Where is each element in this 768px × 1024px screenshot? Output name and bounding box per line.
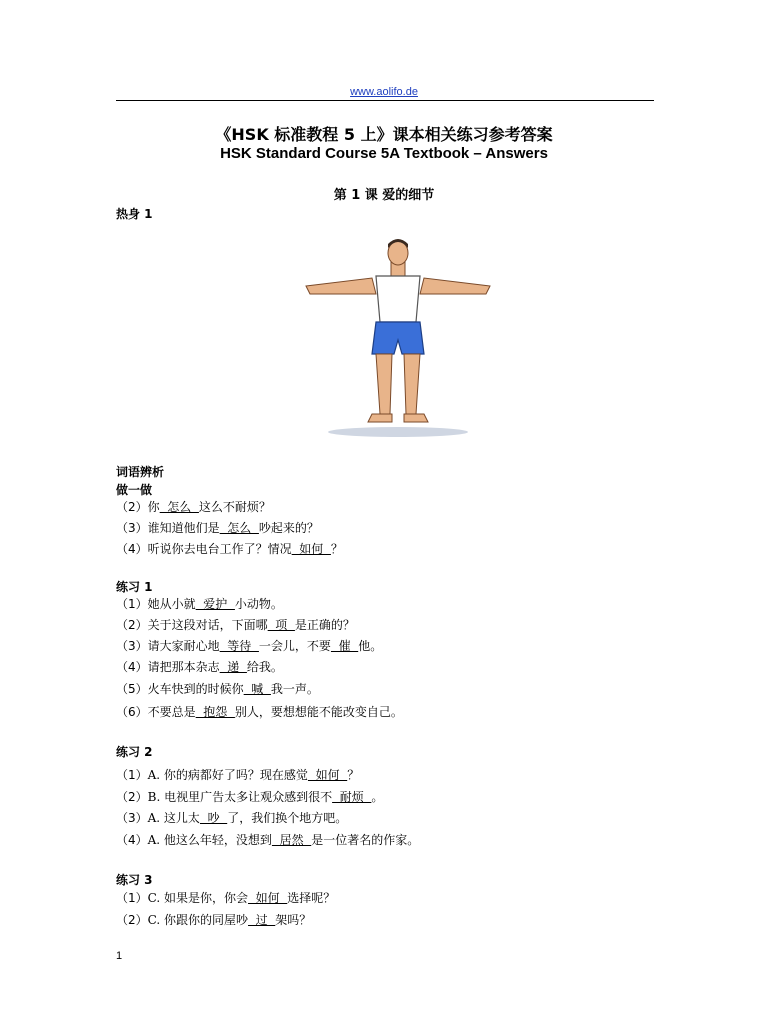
item-number: （4） [116, 833, 148, 847]
prompt-text: B. 电视里广告太多让观众感到很不 [147, 790, 333, 804]
prompt-text: 一会儿，不要 [258, 639, 331, 653]
document-title-english: HSK Standard Course 5A Textbook – Answers [220, 145, 548, 162]
answer-blank: 过 [248, 913, 276, 927]
answer-line [116, 498, 271, 515]
answer-blank: 抱怨 [195, 705, 235, 719]
answer-blank: 怎么 [219, 521, 259, 535]
item-number: （3） [116, 811, 148, 825]
prompt-text: 谁知道他们是 [147, 521, 220, 535]
prompt-text: C. 你跟你的同屋吵 [147, 913, 249, 927]
prompt-text: 。 [371, 790, 384, 804]
section-heading-ciyu: 词语辨析 [116, 465, 165, 479]
item-number: （1） [116, 768, 148, 782]
answer-line [116, 911, 311, 928]
answer-line [116, 809, 347, 826]
item-number: （5） [116, 682, 148, 696]
answer-blank: 喊 [243, 682, 271, 696]
answer-blank: 耐烦 [332, 790, 372, 804]
prompt-text: ？ [347, 768, 360, 782]
answer-blank: 爱护 [195, 597, 235, 611]
item-number: （3） [116, 521, 148, 535]
prompt-text: 架吗？ [275, 913, 312, 927]
prompt-text: 吵起来的？ [258, 521, 319, 535]
prompt-text: 了，我们换个地方吧。 [227, 811, 348, 825]
answer-blank: 如何 [248, 891, 288, 905]
item-number: （2） [116, 618, 148, 632]
prompt-text: A. 他这么年轻，没想到 [147, 833, 272, 847]
answer-blank: 等待 [219, 639, 259, 653]
item-number: （1） [116, 597, 148, 611]
prompt-text: 我一声。 [270, 682, 319, 696]
answer-blank: 项 [267, 618, 295, 632]
item-number: （2） [116, 500, 148, 514]
answer-blank: 怎么 [159, 500, 199, 514]
prompt-text: 不要总是 [147, 705, 196, 719]
answer-line [116, 788, 383, 805]
item-number: （1） [116, 891, 148, 905]
subheading-zuoyizuo: 做一做 [116, 483, 153, 497]
answer-line [116, 540, 343, 557]
prompt-text: 这么不耐烦？ [198, 500, 271, 514]
prompt-text: 选择呢？ [287, 891, 336, 905]
answer-line [116, 831, 419, 848]
item-number: （2） [116, 790, 148, 804]
item-number: （4） [116, 660, 148, 674]
warmup-heading: 热身 1 [116, 207, 153, 221]
answer-blank: 吵 [199, 811, 228, 825]
lesson-title: 第 1 课 爱的细节 [333, 188, 435, 203]
exercise-heading: 练习 2 [116, 745, 153, 759]
prompt-text: 小动物。 [234, 597, 283, 611]
answer-line [116, 680, 319, 697]
prompt-text: 她从小就 [147, 597, 196, 611]
prompt-text: A. 你的病都好了吗？现在感觉 [147, 768, 308, 782]
prompt-text: 请把那本杂志 [147, 660, 220, 674]
page-number: 1 [116, 950, 123, 962]
prompt-text: 你 [147, 500, 160, 514]
answer-line [116, 703, 403, 720]
exercise-heading: 练习 1 [116, 580, 153, 594]
answer-line [116, 616, 355, 633]
answer-line [116, 637, 382, 654]
prompt-text: A. 这儿太 [147, 811, 200, 825]
item-number: （4） [116, 542, 148, 556]
prompt-text: 他。 [358, 639, 383, 653]
answer-blank: 如何 [291, 542, 331, 556]
man-arms-outstretched-illustration [302, 236, 494, 448]
prompt-text: 请大家耐心地 [147, 639, 220, 653]
prompt-text: 火车快到的时候你 [147, 682, 244, 696]
item-number: （3） [116, 639, 148, 653]
exercise-heading: 练习 3 [116, 873, 153, 887]
answer-blank: 居然 [271, 833, 312, 847]
answer-blank: 催 [330, 639, 359, 653]
prompt-text: 别人，要想想能不能改变自己。 [234, 705, 403, 719]
prompt-text: 是正确的？ [294, 618, 355, 632]
prompt-text: 是一位著名的作家。 [311, 833, 420, 847]
answer-line [116, 519, 319, 536]
header-divider [116, 100, 654, 101]
item-number: （2） [116, 913, 148, 927]
answer-blank: 递 [219, 660, 247, 674]
answer-line [116, 889, 335, 906]
item-number: （6） [116, 705, 148, 719]
prompt-text: 关于这段对话，下面哪 [147, 618, 268, 632]
answer-line [116, 658, 283, 675]
prompt-text: ？ [330, 542, 343, 556]
answer-blank: 如何 [307, 768, 348, 782]
prompt-text: 给我。 [246, 660, 283, 674]
site-link[interactable]: www.aolifo.de [350, 86, 418, 98]
prompt-text: C. 如果是你，你会 [147, 891, 249, 905]
answer-line [116, 766, 359, 783]
document-title-chinese: 《HSK 标准教程 5 上》课本相关练习参考答案 [215, 125, 553, 144]
answer-line [116, 595, 283, 612]
prompt-text: 听说你去电台工作了？情况 [147, 542, 292, 556]
